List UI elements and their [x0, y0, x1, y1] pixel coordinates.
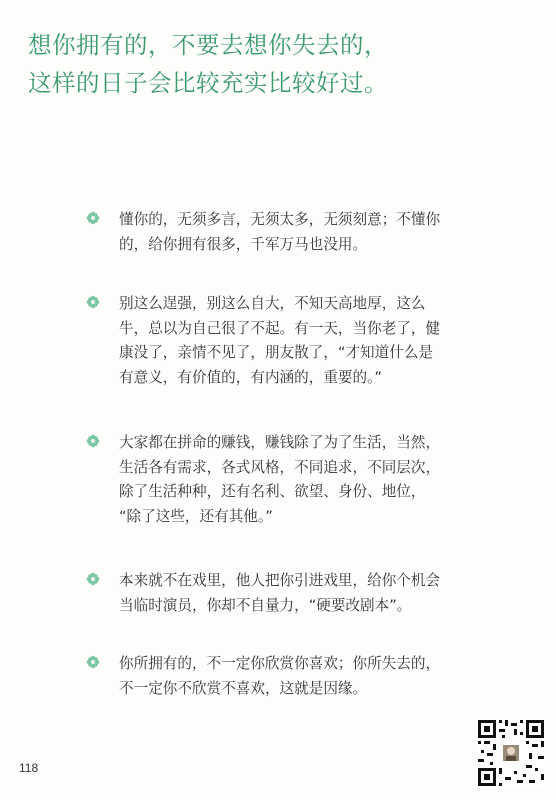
bullet-item	[86, 292, 486, 390]
bullet-item	[86, 652, 486, 701]
qr-code-icon[interactable]	[476, 718, 546, 788]
bullet-text	[119, 569, 486, 618]
bullet-line: 的，给你拥有很多，千军万马也没用。	[119, 235, 368, 253]
bullet-line: 不一定你不欣赏不喜欢，这就是因缘。	[119, 679, 368, 697]
bullet-line: 当临时演员，你却不自量力，“硬要改剧本”。	[119, 596, 412, 614]
bullet-line: 懂你的，无须多言，无须太多，无须刻意；不懂你	[119, 211, 441, 228]
page-number: 118	[19, 761, 39, 775]
bullet-text	[119, 431, 486, 529]
bullet-line: 有意义，有价值的，有内涵的，重要的。”	[119, 368, 382, 386]
flower-bullet-icon	[86, 295, 100, 309]
bullet-item	[86, 569, 486, 618]
bullet-item	[86, 208, 486, 257]
flower-bullet-icon	[86, 434, 100, 448]
bullet-text	[119, 292, 486, 390]
flower-bullet-icon	[86, 655, 100, 669]
bullet-line: 大家都在拼命的赚钱，赚钱除了为了生活，当然，	[119, 434, 441, 451]
bullet-line: 除了生活种种，还有名利、欲望、身份、地位，	[119, 483, 426, 501]
bullet-text	[119, 652, 486, 701]
flower-bullet-icon	[86, 211, 100, 225]
bullet-line: 康没了，亲情不见了，朋友散了，“才知道什么是	[119, 344, 434, 362]
bullet-line: 牛，总以为自己很了不起。有一天，当你老了，健	[119, 319, 441, 337]
heading-line: 想你拥有的，不要去想你失去的，	[28, 31, 388, 59]
heading-line: 这样的日子会比较充实比较好过。	[28, 69, 388, 97]
bullet-line: 别这么逞强，别这么自大，不知天高地厚，这么	[119, 295, 426, 312]
bullet-line: 本来就不在戏里，他人把你引进戏里，给你个机会	[119, 572, 441, 589]
bullet-line: “除了这些，还有其他。”	[119, 507, 273, 525]
flower-bullet-icon	[86, 572, 100, 586]
bullet-line: 你所拥有的，不一定你欣赏你喜欢；你所失去的，	[119, 655, 441, 672]
bullet-text	[119, 208, 486, 257]
bullet-line: 生活各有需求，各式风格，不同追求，不同层次，	[119, 458, 441, 476]
bullet-item	[86, 431, 486, 529]
